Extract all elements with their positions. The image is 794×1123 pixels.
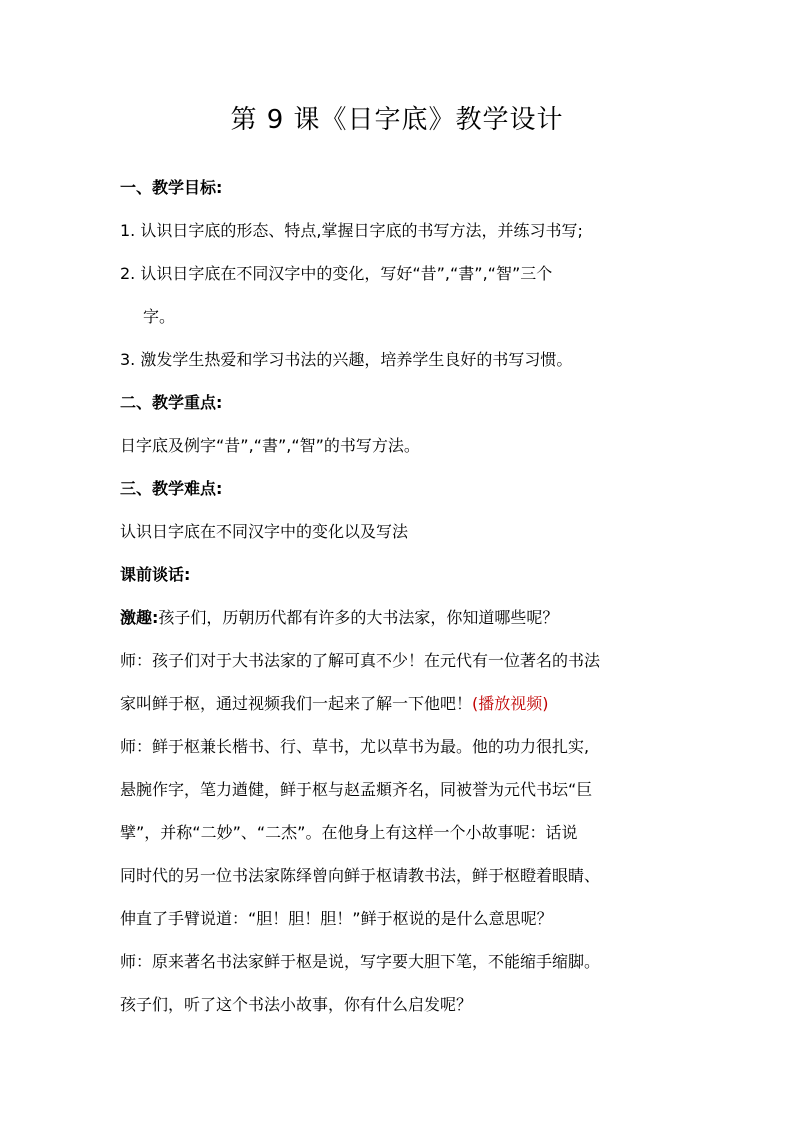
objective-item-1: 1. 认识日字底的形态、特点,掌握日字底的书写方法，并练习书写; [120,221,583,240]
teacher-paragraph-1-line-2 [120,692,680,716]
intro-label: 激趣: [120,608,159,627]
teacher-paragraph-1-line-1: 师：孩子们对于大书法家的了解可真不少！在元代有一位著名的书法 [120,651,601,670]
objective-item-3: 3. 激发学生热爱和学习书法的兴趣，培养学生良好的书写习惯。 [120,350,573,369]
teacher-paragraph-1-text: 家叫鲜于枢，通过视频我们一起来了解一下他吧！ [120,694,473,713]
teacher-paragraph-2-line-5: 伸直了手臂说道：“胆！胆！胆！”鲜于枢说的是什么意思呢？ [120,909,553,928]
section-heading-key-points: 二、教学重点: [120,393,223,412]
difficulties-text: 认识日字底在不同汉字中的变化以及写法 [120,522,409,541]
teacher-paragraph-2-line-1: 师：鲜于枢兼长楷书、行、草书，尤以草书为最。他的功力很扎实, [120,737,590,756]
teacher-paragraph-3-line-1: 师：原来著名书法家鲜于枢是说，写字要大胆下笔，不能缩手缩脚。 [120,952,601,971]
section-heading-objectives: 一、教学目标: [120,178,223,197]
objective-item-2: 2. 认识日字底在不同汉字中的变化，写好“昔”,“書”,“智”三个 [120,264,553,283]
section-heading-difficulties: 三、教学难点: [120,479,223,498]
section-heading-pre-talk: 课前谈话: [120,565,191,584]
play-video-note: (播放视频) [472,694,549,713]
teacher-paragraph-2-line-4: 同时代的另一位书法家陈绎曾向鲜于枢请教书法，鲜于枢瞪着眼睛、 [120,866,601,885]
teacher-paragraph-3-line-2: 孩子们，听了这个书法小故事，你有什么启发呢？ [120,995,473,1014]
intro-paragraph [120,606,680,630]
document-title: 第 9 课《日字底》教学设计 [230,105,564,135]
objective-item-2-continuation: 字。 [143,307,176,326]
intro-text: 孩子们，历朝历代都有许多的大书法家，你知道哪些呢？ [158,608,559,627]
key-points-text: 日字底及例字“昔”,“書”,“智”的书写方法。 [120,436,420,455]
teacher-paragraph-2-line-2: 悬腕作字，笔力遒健，鲜于枢与赵孟頫齐名，同被誉为元代书坛“巨 [120,780,593,799]
teacher-paragraph-2-line-3: 擘”，并称“二妙”、“二杰”。在他身上有这样一个小故事呢：话说 [120,823,578,842]
